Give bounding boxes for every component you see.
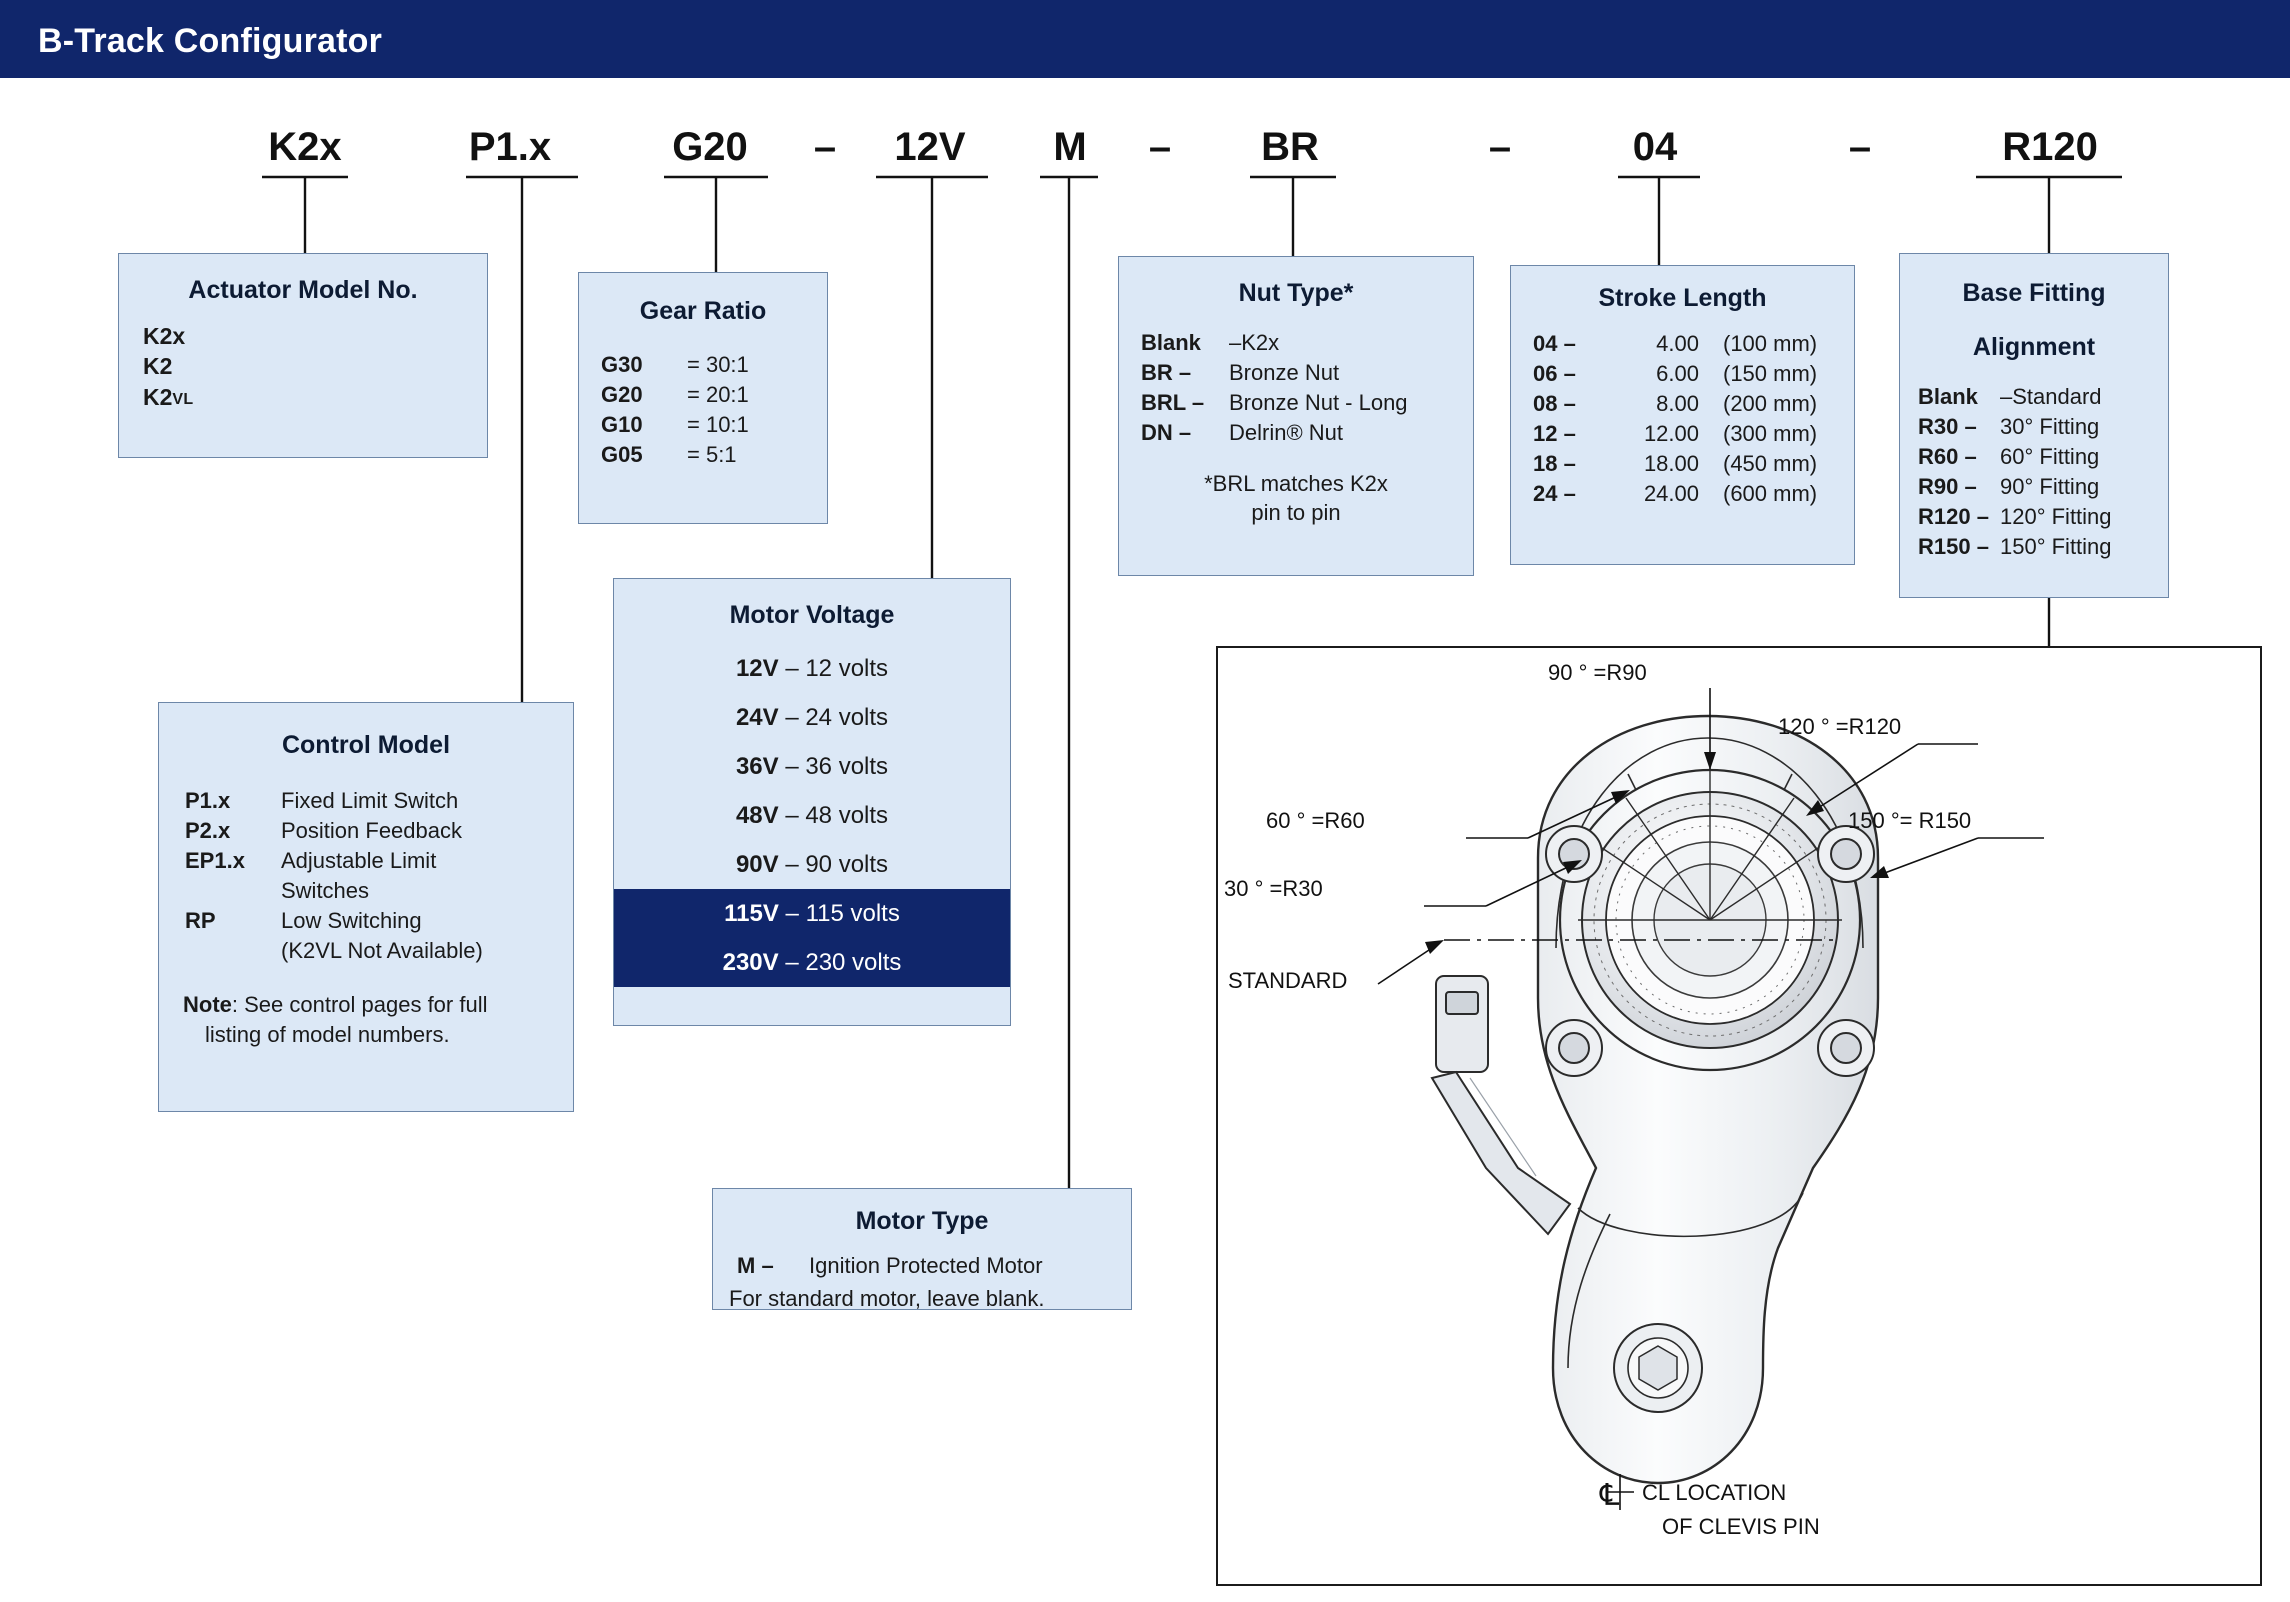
stroke-inches: 4.00	[1656, 331, 1699, 356]
table-row	[601, 442, 749, 472]
control-code	[185, 878, 281, 908]
nut-code: BRL –	[1141, 390, 1205, 415]
note-text: : See control pages for full	[231, 992, 488, 1017]
table-row	[1918, 414, 2112, 444]
stroke-code: 24 –	[1533, 481, 1576, 506]
base-code: R150 –	[1918, 534, 1989, 559]
table-row	[185, 878, 483, 908]
stroke-mm: (600 mm)	[1723, 481, 1818, 506]
base-desc: 60° Fitting	[2000, 444, 2100, 469]
control-code: RP	[185, 908, 216, 933]
base-desc: 90° Fitting	[2000, 474, 2100, 499]
nut-type-list	[1141, 330, 1473, 450]
voltage-code: 48V	[735, 802, 779, 829]
control-model-note	[183, 990, 555, 1049]
code-segment-basefitting: R120	[2002, 125, 2098, 169]
stroke-mm: (200 mm)	[1723, 391, 1818, 416]
table-row	[601, 412, 749, 442]
title-bar	[0, 0, 2290, 78]
nut-code: BR –	[1141, 360, 1192, 385]
voltage-code: 230V	[722, 949, 779, 976]
nut-code: DN –	[1141, 420, 1192, 445]
table-row	[1533, 391, 1817, 421]
code-segment-gear: G20	[672, 125, 748, 169]
actuator-item-k2x: K2x	[143, 323, 186, 349]
voltage-desc: – 12 volts	[785, 655, 889, 682]
base-desc: –Standard	[2000, 384, 2102, 409]
base-desc: 150° Fitting	[2000, 534, 2112, 559]
base-desc: 30° Fitting	[2000, 414, 2100, 439]
gear-value: = 20:1	[687, 382, 749, 407]
label-90-degree: 90 ° =R90	[1548, 660, 1647, 685]
voltage-row-selected	[614, 889, 1010, 938]
voltage-desc: – 115 volts	[785, 900, 900, 927]
control-desc: Switches	[281, 878, 370, 903]
motor-type-code: M –	[737, 1253, 774, 1278]
voltage-code: 12V	[735, 655, 779, 682]
stroke-inches: 18.00	[1643, 451, 1699, 476]
table-row	[601, 352, 749, 382]
gear-ratio-title: Gear Ratio	[639, 297, 767, 325]
table-row	[1533, 361, 1817, 391]
actuator-item-k2vl: K2VL	[143, 383, 194, 410]
table-row	[185, 938, 483, 968]
motor-type-desc: Ignition Protected Motor	[809, 1253, 1043, 1278]
gear-ratio-box	[578, 272, 828, 524]
table-row	[737, 1252, 1043, 1285]
motor-voltage-box	[613, 578, 1011, 1026]
nut-code: Blank	[1141, 330, 1201, 355]
voltage-row	[614, 742, 1010, 791]
voltage-desc: – 36 volts	[785, 753, 889, 780]
gear-code: G30	[601, 352, 643, 377]
voltage-code: 115V	[724, 900, 779, 927]
stroke-length-box	[1510, 265, 1855, 565]
nut-footnote-line1: *BRL matches K2x	[1204, 471, 1388, 496]
gear-code: G20	[601, 382, 643, 407]
table-row	[1141, 360, 1408, 390]
stroke-inches: 12.00	[1643, 421, 1699, 446]
stroke-mm: (100 mm)	[1723, 331, 1818, 356]
stroke-length-title: Stroke Length	[1598, 284, 1767, 312]
table-row	[185, 818, 483, 848]
voltage-row	[614, 693, 1010, 742]
code-segment-control: P1.x	[468, 125, 552, 169]
page-title: B-Track Configurator	[38, 22, 383, 60]
control-model-list	[185, 788, 573, 968]
base-fitting-list	[1918, 384, 2168, 564]
base-code: Blank	[1918, 384, 1978, 409]
gear-value: = 5:1	[687, 442, 737, 467]
nut-footnote-line2: pin to pin	[1251, 499, 1341, 525]
base-fitting-title-line1: Base Fitting	[1962, 279, 2106, 307]
code-dash-4: –	[1848, 125, 1872, 169]
motor-type-body	[729, 1252, 1131, 1313]
voltage-code: 24V	[735, 704, 779, 731]
gear-value: = 30:1	[687, 352, 749, 377]
table-row	[1918, 474, 2112, 504]
gear-ratio-list	[601, 352, 827, 472]
nut-type-footnote	[1119, 470, 1473, 527]
voltage-code: 90V	[735, 851, 779, 878]
voltage-desc: – 90 volts	[785, 851, 889, 878]
stroke-inches: 6.00	[1656, 361, 1699, 386]
table-row	[1918, 534, 2112, 564]
stroke-length-list	[1533, 331, 1854, 511]
code-segment-stroke: 04	[1632, 125, 1678, 169]
motor-type-title: Motor Type	[855, 1207, 989, 1235]
base-code: R30 –	[1918, 414, 1977, 439]
base-code: R120 –	[1918, 504, 1989, 529]
nut-desc: Bronze Nut	[1229, 360, 1340, 385]
label-standard: STANDARD	[1228, 968, 1348, 993]
stroke-code: 08 –	[1533, 391, 1576, 416]
code-segment-voltage: 12V	[894, 125, 966, 169]
motor-type-box	[712, 1188, 1132, 1310]
stroke-code: 06 –	[1533, 361, 1576, 386]
table-row	[1918, 444, 2112, 474]
control-model-title: Control Model	[281, 731, 451, 759]
control-desc: Adjustable Limit	[281, 848, 437, 873]
table-row	[1141, 420, 1408, 450]
stroke-inches: 24.00	[1643, 481, 1699, 506]
gear-code: G10	[601, 412, 643, 437]
table-row	[185, 788, 483, 818]
code-segment-actuator: K2x	[268, 125, 342, 169]
label-60-degree: 60 ° =R60	[1266, 808, 1365, 833]
voltage-desc: – 48 volts	[785, 802, 889, 829]
label-cl-symbol: ℄	[1600, 1479, 1620, 1512]
voltage-desc: – 230 volts	[785, 949, 902, 976]
gear-code: G05	[601, 442, 643, 467]
stroke-mm: (150 mm)	[1723, 361, 1818, 386]
stroke-code: 12 –	[1533, 421, 1576, 446]
table-row	[1533, 481, 1817, 511]
code-segment-motortype: M	[1053, 125, 1087, 169]
control-desc: (K2VL Not Available)	[281, 938, 483, 963]
nut-desc: Bronze Nut - Long	[1229, 390, 1408, 415]
label-cl-location-line1: CL LOCATION	[1642, 1480, 1787, 1505]
table-row	[1533, 331, 1817, 361]
voltage-code: 36V	[735, 753, 779, 780]
stroke-code: 18 –	[1533, 451, 1576, 476]
motor-voltage-list	[614, 644, 1010, 987]
code-dash-2: –	[1148, 125, 1172, 169]
actuator-model-box	[118, 253, 488, 458]
control-desc: Fixed Limit Switch	[281, 788, 459, 813]
actuator-model-title: Actuator Model No.	[188, 276, 418, 304]
stroke-code: 04 –	[1533, 331, 1576, 356]
table-row	[1533, 451, 1817, 481]
base-desc: 120° Fitting	[2000, 504, 2112, 529]
nut-type-box	[1118, 256, 1474, 576]
motor-voltage-title: Motor Voltage	[729, 601, 895, 629]
voltage-row	[614, 840, 1010, 889]
voltage-desc: – 24 volts	[785, 704, 889, 731]
control-code	[185, 938, 281, 968]
actuator-model-list	[143, 321, 487, 412]
voltage-row	[614, 791, 1010, 840]
nut-type-title: Nut Type*	[1238, 279, 1354, 307]
label-cl-location-line2: OF CLEVIS PIN	[1662, 1514, 1820, 1539]
voltage-row-selected	[614, 938, 1010, 987]
table-row	[185, 848, 483, 878]
base-code: R90 –	[1918, 474, 1977, 499]
note-text-2: listing of model numbers.	[205, 1021, 450, 1047]
control-desc: Low Switching	[281, 908, 422, 933]
actuator-base-drawing	[1218, 648, 2260, 1584]
table-row	[1918, 384, 2112, 414]
gear-value: = 10:1	[687, 412, 749, 437]
table-row	[1918, 504, 2112, 534]
code-dash-1: –	[813, 125, 837, 169]
nut-desc: Delrin® Nut	[1229, 420, 1344, 445]
table-row	[1533, 421, 1817, 451]
code-dash-3: –	[1488, 125, 1512, 169]
control-code: P1.x	[185, 788, 231, 813]
table-row	[1141, 330, 1408, 360]
base-fitting-drawing-panel	[1216, 646, 2262, 1586]
base-code: R60 –	[1918, 444, 1977, 469]
actuator-item-k2: K2	[143, 353, 173, 380]
voltage-row	[614, 644, 1010, 693]
motor-type-line2: For standard motor, leave blank.	[729, 1285, 1045, 1311]
stroke-inches: 8.00	[1656, 391, 1699, 416]
table-row	[601, 382, 749, 412]
note-label: Note	[183, 992, 232, 1017]
control-code: P2.x	[185, 818, 231, 843]
control-code: EP1.x	[185, 848, 245, 873]
control-desc: Position Feedback	[281, 818, 462, 843]
nut-desc: –K2x	[1229, 330, 1280, 355]
base-fitting-box	[1899, 253, 2169, 598]
label-150-degree: 150 °= R150	[1848, 808, 1972, 833]
stroke-mm: (300 mm)	[1723, 421, 1818, 446]
label-30-degree: 30 ° =R30	[1224, 876, 1323, 901]
base-fitting-title-line2: Alignment	[1972, 333, 2096, 361]
code-segment-nut: BR	[1261, 125, 1319, 169]
control-model-box	[158, 702, 574, 1112]
table-row	[185, 908, 483, 938]
stroke-mm: (450 mm)	[1723, 451, 1818, 476]
label-120-degree: 120 ° =R120	[1778, 714, 1902, 739]
table-row	[1141, 390, 1408, 420]
